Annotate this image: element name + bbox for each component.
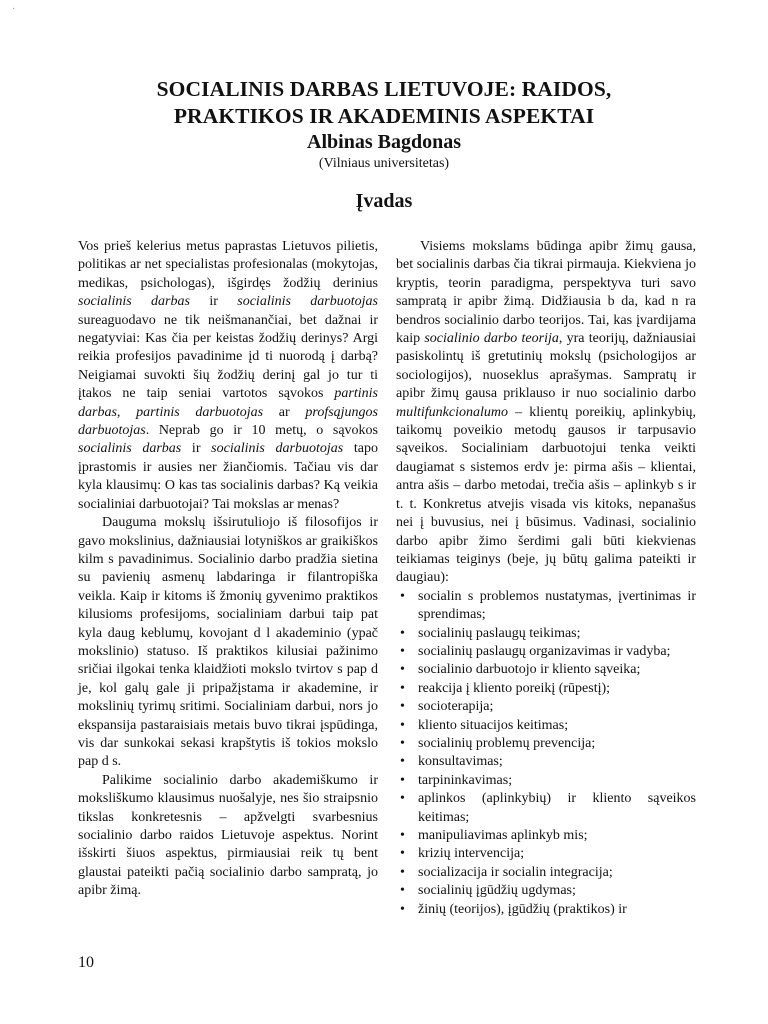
italic-term: socialinis darbuotojas [211, 441, 344, 457]
title-line-2: PRAKTIKOS IR AKADEMINIS ASPEKTAI [173, 104, 595, 128]
right-paragraph-1 [396, 238, 696, 588]
text-run: ir [189, 294, 238, 310]
page-number: 10 [78, 954, 94, 971]
list-item: • socialinio darbuotojo ir kliento sąveika; [396, 661, 696, 679]
italic-term: socialinis darbas [78, 294, 190, 310]
italic-term: partinis darbas, partinis darbuotojas [78, 386, 378, 420]
definition-list [396, 588, 696, 919]
author-affiliation: (Vilniaus universitetas) [318, 156, 450, 171]
left-paragraph-3: Palikime socialinio darbo akademiškumo ir moksliškumo klausimus nuošalyje, nes šio straipsnio tikslas konkretesnis – apžvelgti svarbesnius socialinio darbo raidos Lietuvoje aspektus. Norint išskirti šiuos aspektus, pirmiausiai reik tų bent glaustai pateikti pačią socialinio darbo sampratą, jo apibr žimą. [78, 772, 378, 899]
section-heading: Įvadas [355, 190, 413, 212]
text-run: – klientų poreikių, aplinkybių, taikomų poveikio metodų gausos ir tarpusavio sąveikos. Socialiniam darbuotojui tenka veikti daugiamat s sistemos erdv je: pirma ašis – klientai, antra ašis – darbo metodai, trečia ašis – aplinkyb s ir t. t. Konkretus atvejis visada vis kitoks, nepanašus nei į buvusius, nei į būsimus. Vadinasi, socialinio darbo apibr žimo šerdimi gali būti kiekvienas teikiamas teiginys (beje, jų būtų galima pateikti ir daugiau): [396, 404, 696, 586]
italic-term: multifunkcionalumo [396, 404, 508, 420]
title-line-1: SOCIALINIS DARBAS LIETUVOJE: RAIDOS, [156, 77, 612, 101]
text-run: sureaguodavo ne tik neišmanančiai, bet dažnai ir negatyviai: Kas čia per keistas žodžių derinys? Argi reikia profesijos pavadinime įd ti nuorodą į darbą? Neigiamai suvokti šių žodžių derinį gal jo tur ti įtakos ne taip seniai vartotos sąvokos [78, 312, 378, 402]
left-column [78, 238, 378, 901]
list-item: • žinių (teorijos), įgūdžių (praktikos) ir [396, 901, 696, 919]
text-run: . Neprab go ir 10 metų, o sąvokos [145, 423, 378, 439]
list-item: • tarpininkavimas; [396, 772, 696, 790]
list-item: • kliento situacijos keitimas; [396, 717, 696, 735]
list-item: • reakcija į kliento poreikį (rūpestį); [396, 680, 696, 698]
list-item: • socialin s problemos nustatymas, įvertinimas ir sprendimas; [396, 588, 696, 625]
list-item: • krizių intervencija; [396, 845, 696, 863]
italic-term: socialinis darbas [78, 441, 182, 457]
italic-term: profsąjungos darbuotojas [78, 404, 378, 439]
list-item: • manipuliavimas aplinkyb mis; [396, 827, 696, 845]
list-item: • aplinkos (aplinkybių) ir kliento sąveikos keitimas; [396, 790, 696, 827]
list-item: • socializacija ir socialin integracija; [396, 864, 696, 882]
left-paragraph-2: Dauguma mokslų išsirutuliojo iš filosofijos ir gavo mokslinius, dažniausiai lotyniškos ar graikiškos kilm s pavadinimus. Socialinio darbo pradžia sietina su pavienių asmenų labdaringa ir filantropiška veikla. Kaip ir kitoms iš žmonių gyvenimo praktikos kilusioms profesijoms, socialiniam darbui taip pat kyla daug keblumų, kovojant d l akademinio (ypač mokslinio) statuso. Iš praktikos kilusiai pažinimo sričiai ilgokai tenka klaidžioti mokslo tvirtov s pap d je, kol galų gale ji pripažįstama ir akademine, ir mokslinių tyrimų sritimi. Socialiniam darbui, nors jo ekspansija pastaraisiais metais buvo tikrai įspūdinga, vis dar sunkokai sekasi krapštytis iš tokios mokslo pap d s. [78, 515, 378, 770]
text-run: Visiems mokslams būdinga apibr žimų gausa, bet socialinis darbas čia tikrai pirmauja. Kiekviena jo kryptis, teorin paradigma, perspektyva turi savo sampratą ir apibr žimą. Didžiausia b da, kad n ra bendros socialinio darbo teorijos. Tai, kas įvardijama kaip [396, 239, 696, 347]
article-title [60, 76, 708, 130]
text-run: Vos prieš kelerius metus paprastas Lietuvos pilietis, politikas ar net specialistas profesionalas (mokytojas, medikas, psichologas), išgirdęs žodžių derinius [78, 239, 378, 291]
list-item: • konsultavimas; [396, 753, 696, 771]
text-run: ar [263, 404, 306, 420]
author-name: Albinas Bagdonas [307, 131, 461, 153]
list-item: • socioterapija; [396, 698, 696, 716]
text-run: ir [181, 441, 212, 457]
left-paragraph-1 [78, 238, 378, 514]
list-item: • socialinių problemų prevencija; [396, 735, 696, 753]
list-item: • socialinių įgūdžių ugdymas; [396, 882, 696, 900]
italic-term: socialinio darbo teorija [424, 331, 559, 347]
list-item: • socialinių paslaugų teikimas; [396, 625, 696, 643]
list-item: • socialinių paslaugų organizavimas ir vadyba; [396, 643, 696, 661]
corner-mark: · [12, 4, 16, 15]
right-column [396, 238, 696, 919]
text-run: tapo įprastomis ir ausies ner žiančiomis. Tačiau vis dar kyla klausimų: O kas tas socialinis darbas? Ką veikia socialiniai darbuotojai? Tai mokslas ar menas? [78, 441, 378, 512]
italic-term: socialinis darbuotojas [237, 294, 378, 310]
text-run: , yra teorijų, dažniausiai pasiskolintų iš gretutinių mokslų (psichologijos ar sociologijos), nuoseklus aprašymas. Sampratų ir apibr žimų gausa priklauso ir nuo socialinio darbo [396, 331, 696, 402]
